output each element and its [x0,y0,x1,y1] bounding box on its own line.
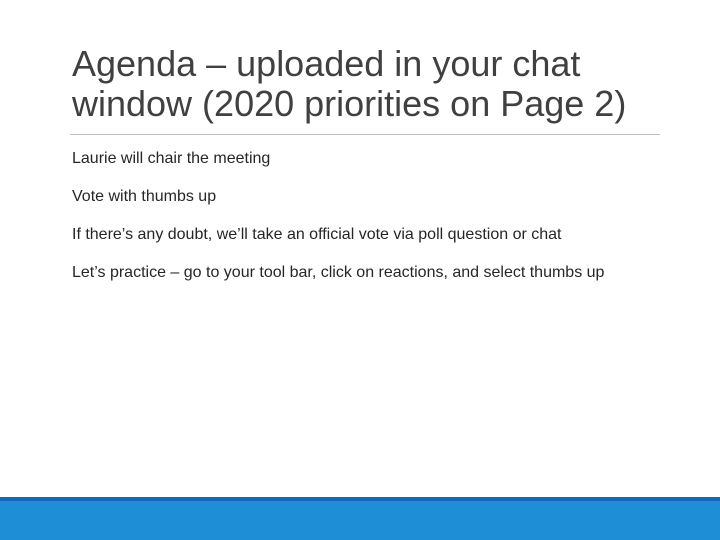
agenda-item: Laurie will chair the meeting [72,150,271,167]
footer-accent-line [0,497,720,501]
agenda-item: If there’s any doubt, we’ll take an official vote via poll question or chat [72,226,562,243]
title-divider [70,134,660,135]
slide-title: Agenda – uploaded in your chat window (2020 priorities on Page 2) [72,43,627,124]
footer-bar [0,497,720,540]
agenda-item: Vote with thumbs up [72,188,217,205]
agenda-item: Let’s practice – go to your tool bar, click on reactions, and select thumbs up [72,264,605,281]
agenda-list [72,149,662,301]
